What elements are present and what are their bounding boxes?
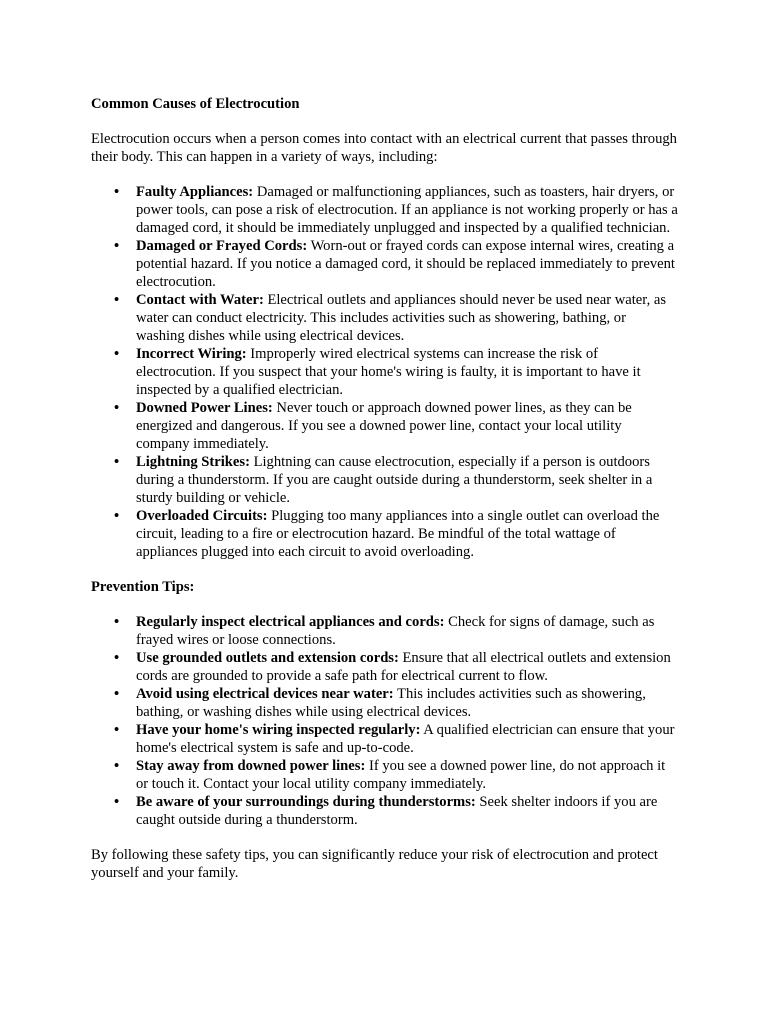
- bullet-icon: •: [114, 722, 120, 738]
- bullet-icon: •: [114, 238, 120, 254]
- list-item-text: Check for signs of damage, such as frayed wires or loose connections.: [136, 614, 655, 648]
- list-item: [114, 721, 678, 757]
- bullet-icon: •: [114, 686, 120, 702]
- list-item-text: This includes activities such as showering, bathing, or washing dishes while using electrical devices.: [136, 686, 646, 720]
- list-item-term: Contact with Water:: [136, 292, 264, 308]
- list-item: [114, 685, 678, 721]
- list-item: [114, 345, 678, 399]
- list-item-text: Seek shelter indoors if you are caught outside during a thunderstorm.: [136, 794, 658, 828]
- list-item-text: A qualified electrician can ensure that your home's electrical system is safe and up-to-code.: [136, 722, 675, 756]
- bullet-icon: •: [114, 794, 120, 810]
- bullet-icon: •: [114, 454, 120, 470]
- causes-list: [91, 183, 678, 561]
- list-item-term: Stay away from downed power lines:: [136, 758, 366, 774]
- list-item-text: Lightning can cause electrocution, especially if a person is outdoors during a thunderstorm. If you are caught outside during a thunderstorm, seek shelter in a sturdy building or vehicle.: [136, 454, 653, 506]
- list-item: [114, 237, 678, 291]
- list-item-term: Incorrect Wiring:: [136, 346, 247, 362]
- list-item-text: Never touch or approach downed power lines, as they can be energized and dangerous. If you see a downed power line, contact your local utility company immediately.: [136, 400, 632, 452]
- list-item: [114, 793, 678, 829]
- list-item-text: If you see a downed power line, do not approach it or touch it. Contact your local utility company immediately.: [136, 758, 666, 792]
- list-item-text: Worn-out or frayed cords can expose internal wires, creating a potential hazard. If you notice a damaged cord, it should be replaced immediately to prevent electrocution.: [136, 238, 675, 290]
- prevention-heading: Prevention Tips:: [91, 579, 195, 595]
- list-item: [114, 399, 678, 453]
- closing-paragraph: By following these safety tips, you can significantly reduce your risk of electrocution and protect yourself and your family.: [91, 847, 658, 881]
- list-item-text: Plugging too many appliances into a single outlet can overload the circuit, leading to a fire or electrocution hazard. Be mindful of the total wattage of appliances plugged into each circuit to avoid overloading.: [136, 508, 660, 560]
- bullet-icon: •: [114, 184, 120, 200]
- list-item-term: Damaged or Frayed Cords:: [136, 238, 308, 254]
- list-item-term: Regularly inspect electrical appliances and cords:: [136, 614, 445, 630]
- list-item-text: Electrical outlets and appliances should never be used near water, as water can conduct electricity. This includes activities such as showering, bathing, or washing dishes while using electrical devices.: [136, 292, 667, 344]
- list-item-term: Use grounded outlets and extension cords:: [136, 650, 399, 666]
- list-item-term: Overloaded Circuits:: [136, 508, 268, 524]
- list-item-term: Downed Power Lines:: [136, 400, 273, 416]
- list-item: [114, 453, 678, 507]
- bullet-icon: •: [114, 292, 120, 308]
- list-item-term: Avoid using electrical devices near water:: [136, 686, 394, 702]
- bullet-icon: •: [114, 508, 120, 524]
- list-item: [114, 507, 678, 561]
- list-item: [114, 183, 678, 237]
- intro-paragraph: Electrocution occurs when a person comes into contact with an electrical current that passes through their body. This can happen in a variety of ways, including:: [91, 131, 677, 165]
- document-title: Common Causes of Electrocution: [91, 96, 300, 112]
- list-item-term: Lightning Strikes:: [136, 454, 250, 470]
- bullet-icon: •: [114, 346, 120, 362]
- list-item-text: Damaged or malfunctioning appliances, such as toasters, hair dryers, or power tools, can pose a risk of electrocution. If an appliance is not working properly or has a damaged cord, it should be immediately unplugged and inspected by a qualified technician.: [136, 184, 678, 236]
- list-item: [114, 649, 678, 685]
- bullet-icon: •: [114, 650, 120, 666]
- list-item-text: Ensure that all electrical outlets and extension cords are grounded to provide a safe path for electrical current to flow.: [136, 650, 671, 684]
- list-item: [114, 757, 678, 793]
- bullet-icon: •: [114, 614, 120, 630]
- list-item-term: Faulty Appliances:: [136, 184, 254, 200]
- list-item: [114, 291, 678, 345]
- bullet-icon: •: [114, 758, 120, 774]
- list-item-text: Improperly wired electrical systems can increase the risk of electrocution. If you suspect that your home's wiring is faulty, it is important to have it inspected by a qualified electrician.: [136, 346, 641, 398]
- list-item: [114, 613, 678, 649]
- list-item-term: Be aware of your surroundings during thunderstorms:: [136, 794, 476, 810]
- list-item-term: Have your home's wiring inspected regularly:: [136, 722, 421, 738]
- tips-list: [91, 613, 678, 829]
- bullet-icon: •: [114, 400, 120, 416]
